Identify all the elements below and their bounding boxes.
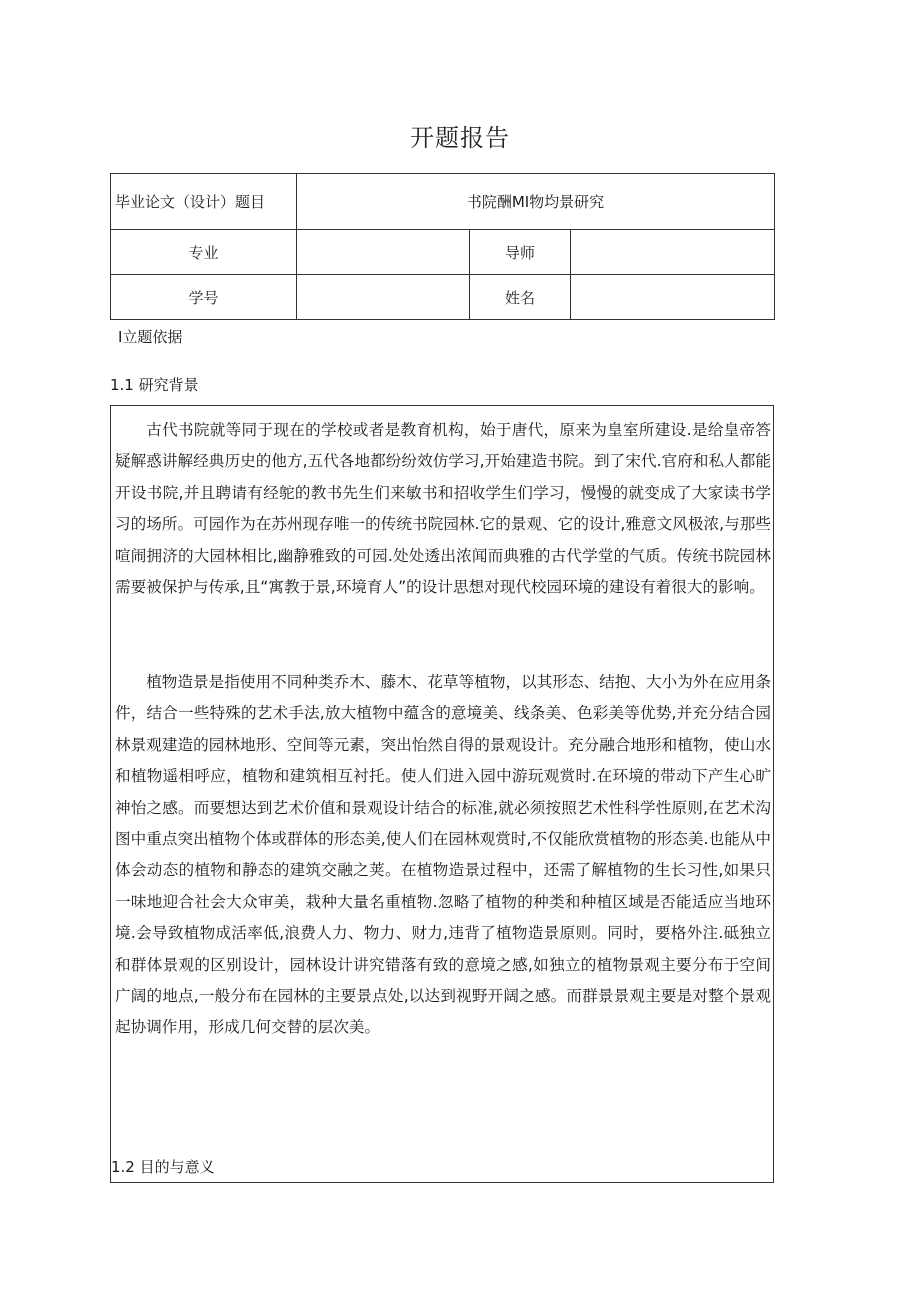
- student-id-label: 学号: [111, 275, 297, 320]
- student-id-value: [297, 275, 470, 320]
- table-row: [111, 174, 775, 230]
- name-label: 姓名: [470, 275, 571, 320]
- table-row: [111, 230, 775, 275]
- advisor-label: 导师: [470, 230, 571, 275]
- page-title: 开题报告: [410, 124, 510, 152]
- paragraph-background-2: 植物造景是指使用不同种类乔木、藤木、花草等植物，以其形态、结抱、大小为外在应用条件，结合一些特殊的艺术手法,放大植物中蕴含的意境美、线条美、色彩美等优势,并充分结合园林景观建造的园林地形、空间等元素，突出怡然自得的景观设计。充分融合地形和植物，使山水和植物遥相呼应，植物和建筑相互衬托。使人们进入园中游玩观赏时.在环境的带动下产生心旷神怡之感。而要想达到艺术价值和景观设计结合的标准,就必须按照艺术性科学性原则,在艺术沟图中重点突出植物个体或群体的形态美,使人们在园林观赏时,不仅能欣赏植物的形态美.也能从中体会动态的植物和静态的建筑交融之荚。在植物造景过程中，还需了解植物的生长习性,如果只一味地迎合社会大众审美，栽种大量名重植物.忽略了植物的种类和种植区域是否能适应当地环境.会导致植物成活率低,浪费人力、物力、财力,违背了植物造景原则。同时，要格外注.砥独立和群体景观的区别设计，园林设计讲究错落有致的意境之感,如独立的植物景观主要分布于空间广阔的地点,一般分布在园林的主要景点处,以达到视野开阔之感。而群景景观主要是对整个景观起协调作用，形成几何交替的层次美。: [115, 673, 771, 1037]
- subsection-heading-purpose: 1.2 目的与意义: [111, 1158, 215, 1176]
- advisor-value: [571, 230, 775, 275]
- name-value: [571, 275, 775, 320]
- topic-value: 书院酬MI物均景研究: [297, 174, 775, 230]
- proposal-info-table: [110, 173, 775, 320]
- paragraph-background-1: 古代书院就等同于现在的学校或者是教育机构，始于唐代，原来为皇室所建设.是给皇帝答疑解惑讲解经典历史的他方,五代各地都纷纷效仿学习,开始建造书院。到了宋代.官府和私人都能开设书院,并且聘请有经鸵的教书先生们来敏书和招收学生们学习，慢慢的就变成了大家读书学习的场所。可园作为在苏州现存唯一的传统书院园林.它的景观、它的设计,雅意文风极浓,与那些喧闹拥济的大园林相比,幽静雅致的可园.处处透出浓闻而典雅的古代学堂的气质。传统书院园林需要被保护与传承,且“寓教于景,环境育人”的设计思想对现代校园环境的建设有着很大的影响。: [115, 421, 771, 597]
- body-text-box: [110, 405, 774, 1183]
- major-label: 专业: [111, 230, 297, 275]
- section-heading: I立题依据: [118, 328, 183, 346]
- subsection-heading-background: 1.1 研究背景: [110, 376, 199, 394]
- table-row: [111, 275, 775, 320]
- topic-label: 毕业论文（设计）题目: [111, 174, 297, 230]
- major-value: [297, 230, 470, 275]
